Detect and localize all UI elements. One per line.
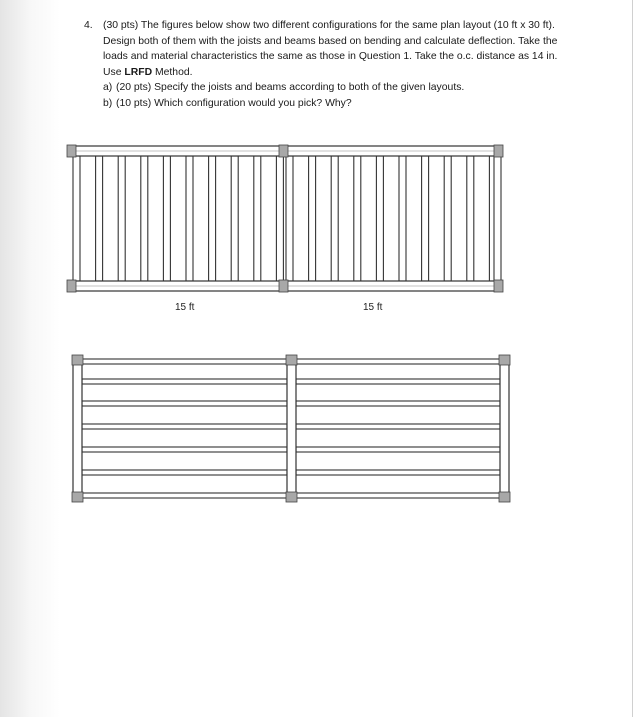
- fig2-right-beam: [500, 359, 509, 499]
- joist: [82, 424, 287, 429]
- support-block: [499, 355, 510, 365]
- joist: [296, 359, 500, 364]
- joist: [296, 379, 500, 384]
- span-label-left: 15 ft: [175, 302, 195, 313]
- span-label-right: 15 ft: [363, 302, 383, 313]
- support-block: [72, 492, 83, 502]
- question-number: 4.: [84, 20, 93, 31]
- fig2-middle-beam: [287, 359, 296, 499]
- fig2-left-beam: [73, 359, 82, 499]
- joist: [296, 401, 500, 406]
- joist: [82, 379, 287, 384]
- part-b: b) (10 pts) Which configuration would you pick? Why?: [103, 97, 352, 109]
- support-block: [286, 492, 297, 502]
- joist: [296, 447, 500, 452]
- joist: [82, 447, 287, 452]
- joist: [296, 493, 500, 498]
- support-block: [286, 355, 297, 365]
- question-text: (30 pts) The figures below show two different configurations for the same plan layout (10 ft x 30 ft). Design both of them with the joists and beams based on bending and calculate deflection. Take the loads and material characteristics the same as those in Question 1. Take the o.c. distance as 14 in. Use LRFD Method.: [103, 20, 558, 78]
- joist: [296, 470, 500, 475]
- support-block: [499, 492, 510, 502]
- joist: [296, 424, 500, 429]
- joist: [82, 470, 287, 475]
- support-block: [72, 355, 83, 365]
- method-name: LRFD: [124, 66, 153, 78]
- joist: [82, 401, 287, 406]
- joist: [82, 359, 287, 364]
- part-a: a) (20 pts) Specify the joists and beams according to both of the given layouts.: [103, 82, 465, 93]
- joist: [82, 493, 287, 498]
